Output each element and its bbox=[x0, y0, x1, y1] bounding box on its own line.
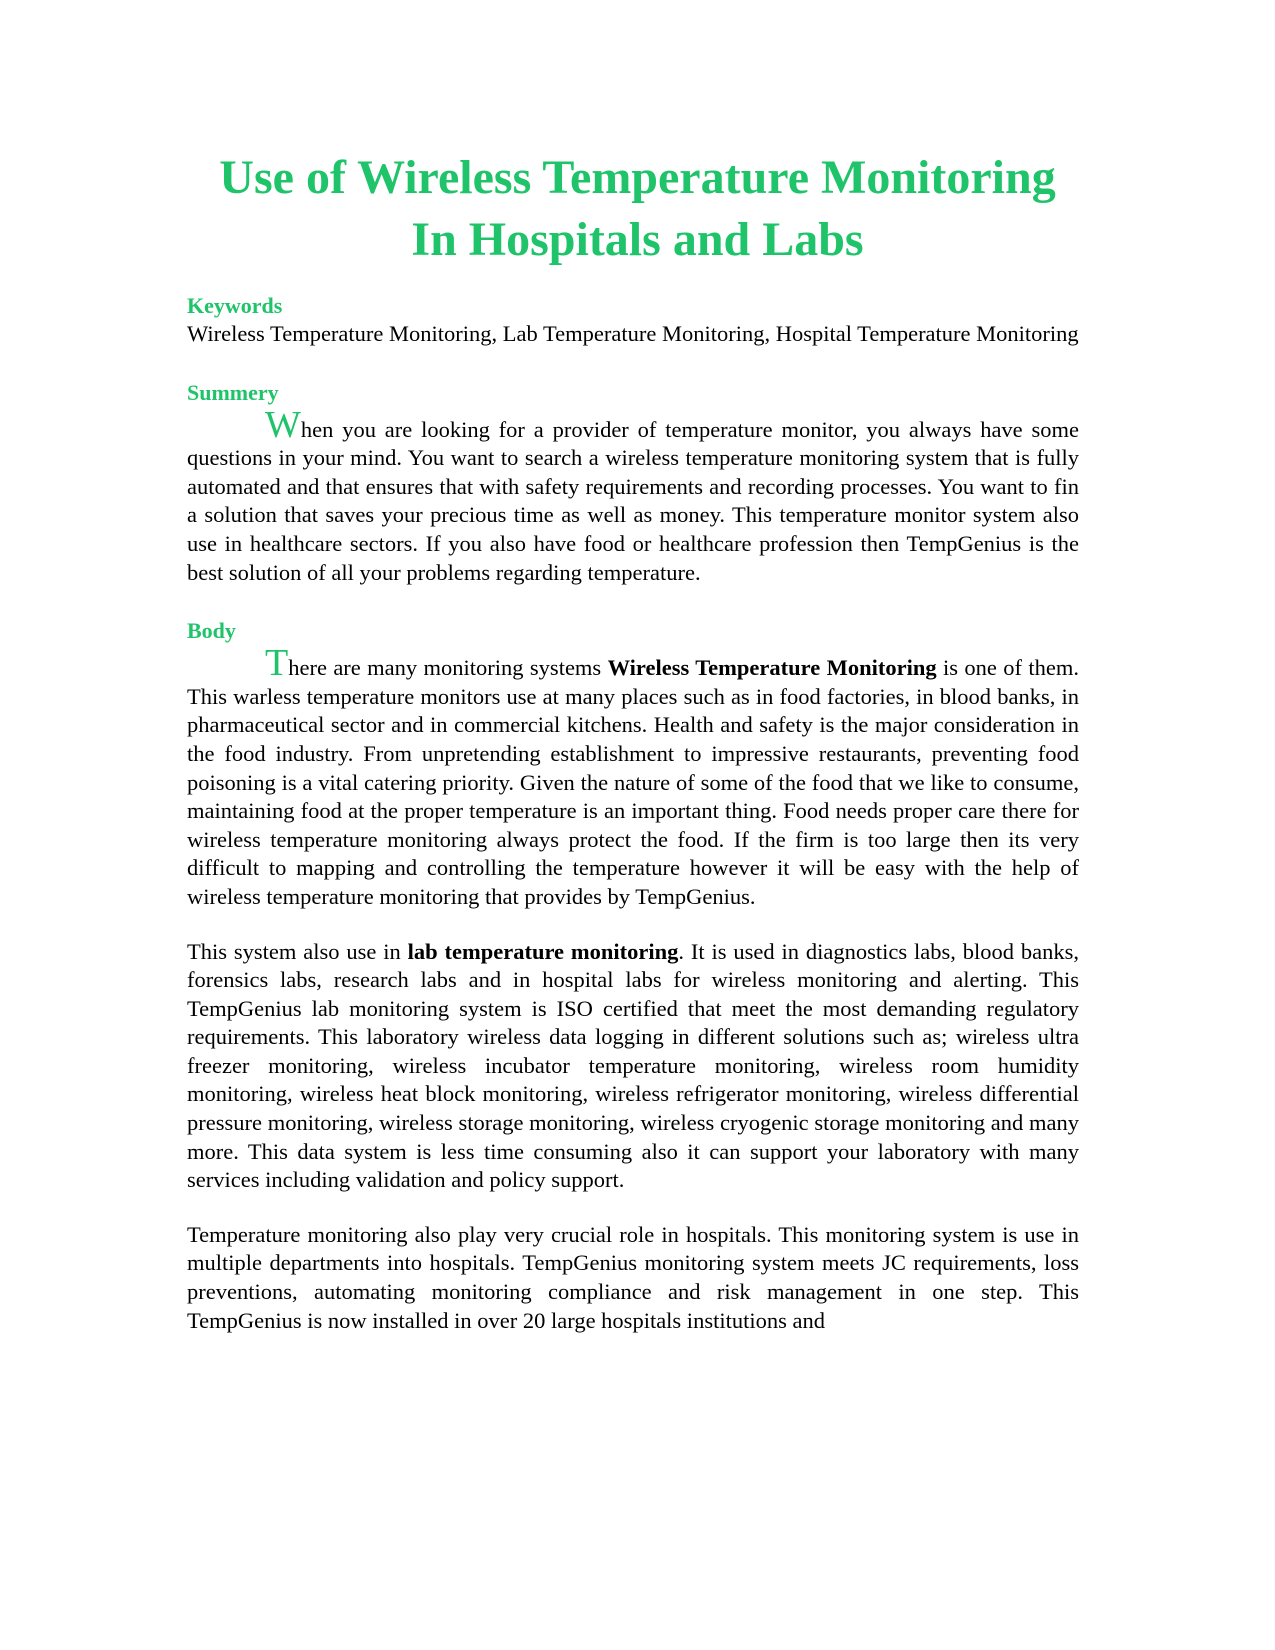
document-title-line-2: In Hospitals and Labs bbox=[411, 213, 864, 266]
body-p2-after: . It is used in diagnostics labs, blood banks, forensics labs, research labs and in hospital labs for wireless monitoring and alerting. This TempGenius lab monitoring system is ISO certified that meet the most demanding regulatory requirements. This laboratory wireless data logging in different solutions such as; wireless ultra freezer monitoring, wireless incubator temperature monitoring, wireless room humidity monitoring, wireless heat block monitoring, wireless refrigerator monitoring, wireless differential pressure monitoring, wireless storage monitoring, wireless cryogenic storage monitoring and many more. This data system is less time consuming also it can support your laboratory with many services including validation and policy support. bbox=[187, 938, 1079, 1193]
body-p1-before: here are many monitoring systems bbox=[288, 655, 608, 681]
keywords-section bbox=[187, 292, 1079, 349]
body-paragraph-1 bbox=[187, 642, 1079, 911]
body-paragraph-3: Temperature monitoring also play very crucial role in hospitals. This monitoring system is use in multiple departments into hospitals. TempGenius monitoring system meets JC requirements, loss preventions, automating monitoring compliance and risk management in one step. This TempGenius is now installed in over 20 large hospitals institutions and bbox=[187, 1221, 1079, 1333]
body-section bbox=[187, 617, 1079, 1335]
document-content bbox=[187, 292, 1079, 1335]
summary-dropcap: W bbox=[265, 403, 301, 446]
body-dropcap: T bbox=[265, 642, 289, 685]
body-paragraph-2 bbox=[187, 938, 1079, 1195]
summary-paragraph bbox=[187, 403, 1079, 588]
document-title-line-1: Use of Wireless Temperature Monitoring bbox=[219, 151, 1056, 204]
keywords-text: Wireless Temperature Monitoring, Lab Temperature Monitoring, Hospital Temperature Monitoring bbox=[187, 321, 1079, 346]
summary-section bbox=[187, 379, 1079, 588]
summary-heading: Summery bbox=[187, 379, 279, 405]
body-heading: Body bbox=[187, 618, 236, 644]
keywords-heading: Keywords bbox=[187, 293, 283, 318]
summary-text: hen you are looking for a provider of temperature monitor, you always have some questions in your mind. You want to search a wireless temperature monitoring system that is fully automated and that ensures that with safety requirements and recording processes. You want to fin a solution that saves your precious time as well as money. This temperature monitor system also use in healthcare sectors. If you also have food or healthcare profession then TempGenius is the best solution of all your problems regarding temperature. bbox=[187, 416, 1079, 585]
body-p2-bold: lab temperature monitoring bbox=[407, 938, 679, 964]
body-p1-after: is one of them. This warless temperature monitors use at many places such as in food factories, in blood banks, in pharmaceutical sector and in commercial kitchens. Health and safety is the major consideration in the food industry. From unpretending establishment to impressive restaurants, preventing food poisoning is a vital catering priority. Given the nature of some of the food that we like to consume, maintaining food at the proper temperature is an important thing. Food needs proper care there for wireless temperature monitoring always protect the food. If the firm is too large then its very difficult to mapping and controlling the temperature however it will be easy with the help of wireless temperature monitoring that provides by TempGenius. bbox=[187, 655, 1079, 909]
body-p2-before: This system also use in bbox=[187, 938, 408, 964]
body-p1-bold: Wireless Temperature Monitoring bbox=[607, 655, 937, 681]
